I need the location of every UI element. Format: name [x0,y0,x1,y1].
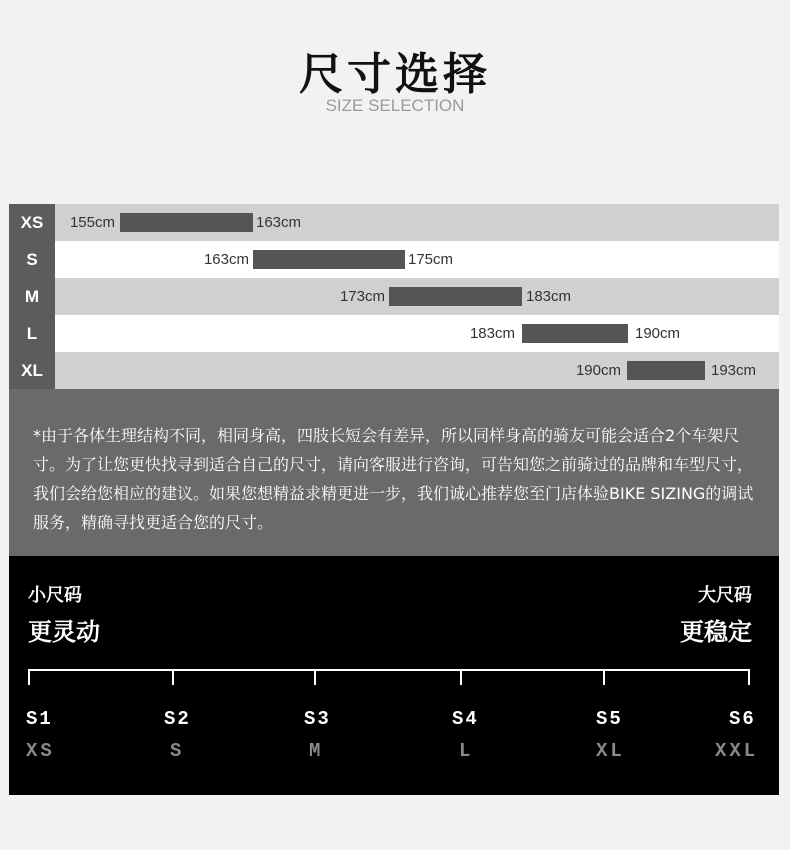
size-label: M [9,278,55,315]
size-scale-panel [9,556,779,795]
scale-tick [28,669,30,685]
height-min: 173cm [339,288,385,305]
size-note-text: *由于各体生理结构不同，相同身高，四肢长短会有差异，所以同样身高的骑友可能会适合2个车架尺寸。为了让您更快找寻到适合自己的尺寸，请向客服进行咨询，可告知您之前骑过的品牌和车型尺寸，我们会给您相应的建议。如果您想精益求精更进一步，我们诚心推荐您至门店体验BIKE SIZING的调试服务，精确寻找更适合您的尺寸。 [33,426,754,532]
scale-size-l: L [459,740,474,762]
size-row-xs [9,204,779,241]
height-range-bar [522,324,628,343]
size-row-m [9,278,779,315]
height-max: 183cm [526,288,572,305]
large-size-desc: 更稳定 [680,618,752,646]
scale-size-xxl: XXL [715,740,759,762]
size-row-s [9,241,779,278]
size-table [9,204,779,389]
size-label: XS [9,204,55,241]
scale-size-s: S [170,740,185,762]
scale-size-m: M [309,740,324,762]
scale-tick [748,669,750,685]
page-subtitle: SIZE SELECTION [325,96,465,115]
scale-tick [603,669,605,685]
scale-code-s4: S4 [452,708,479,730]
small-size-desc: 更灵动 [28,618,100,646]
height-min: 190cm [575,362,621,379]
scale-code-s6: S6 [729,708,756,730]
height-max: 163cm [256,214,302,231]
height-min: 155cm [69,214,115,231]
size-row-xl [9,352,779,389]
small-size-label: 小尺码 [28,585,82,606]
size-label: S [9,241,55,278]
size-label: XL [9,352,55,389]
scale-line [28,669,750,671]
size-row-l [9,315,779,352]
height-range-bar [120,213,253,232]
height-range-bar [389,287,522,306]
height-max: 190cm [635,325,681,342]
scale-size-xl: XL [596,740,625,762]
large-size-label: 大尺码 [698,585,752,606]
height-max: 193cm [711,362,757,379]
size-note-panel [9,389,779,556]
scale-size-xs: XS [26,740,55,762]
height-max: 175cm [408,251,454,268]
scale-code-s2: S2 [164,708,191,730]
height-min: 163cm [203,251,249,268]
page-title: 尺寸选择 [299,49,491,100]
height-min: 183cm [469,325,515,342]
height-range-bar [627,361,705,380]
scale-code-s5: S5 [596,708,623,730]
height-range-bar [253,250,405,269]
scale-tick [314,669,316,685]
scale-tick [460,669,462,685]
scale-code-s3: S3 [304,708,331,730]
scale-code-s1: S1 [26,708,53,730]
size-label: L [9,315,55,352]
scale-tick [172,669,174,685]
